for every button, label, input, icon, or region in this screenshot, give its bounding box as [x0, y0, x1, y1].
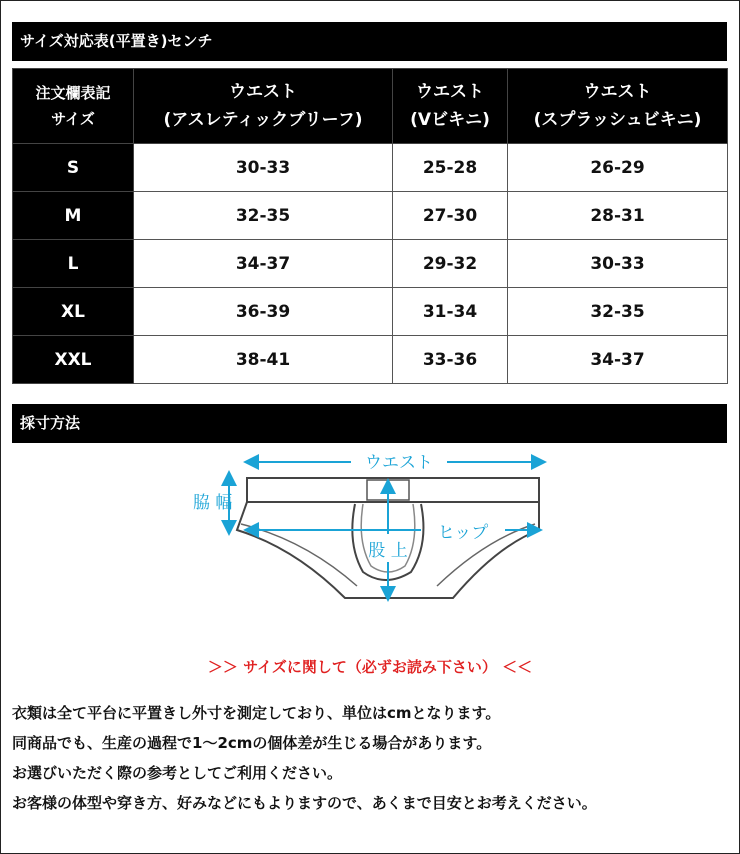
size-column-header	[13, 69, 134, 144]
size-notes	[12, 700, 732, 820]
size-label: L	[13, 240, 134, 288]
note-line: 同商品でも、生産の過程で1～2cmの個体差が生じる場合があります。	[12, 734, 492, 752]
table-row	[13, 144, 728, 192]
table-row	[13, 192, 728, 240]
size-label: XXL	[13, 336, 134, 384]
table-cell: 34-37	[134, 240, 393, 288]
table-cell: 38-41	[134, 336, 393, 384]
size-label: XL	[13, 288, 134, 336]
column-header-line1: ウエスト	[229, 82, 297, 102]
table-cell: 31-34	[393, 288, 508, 336]
size-label: S	[13, 144, 134, 192]
size-header-line2: サイズ	[51, 110, 95, 128]
table-cell: 28-31	[508, 192, 728, 240]
note-line: お選びいただく際の参考としてご利用ください。	[12, 764, 343, 782]
table-row	[13, 288, 728, 336]
measurement-title: 採寸方法	[12, 404, 727, 443]
table-cell: 36-39	[134, 288, 393, 336]
table-cell: 30-33	[134, 144, 393, 192]
table-cell: 29-32	[393, 240, 508, 288]
column-header-athletic-brief	[134, 69, 393, 144]
rise-label: 股 上	[368, 541, 408, 561]
column-header-line2: (アスレティックブリーフ)	[163, 110, 363, 130]
table-row	[13, 336, 728, 384]
size-label: M	[13, 192, 134, 240]
size-chart-title: サイズ対応表(平置き)センチ	[12, 22, 727, 61]
column-header-line1: ウエスト	[583, 82, 652, 102]
size-header-line1: 注文欄表記	[35, 84, 111, 102]
note-line: 衣類は全て平台に平置きし外寸を測定しており、単位はcmとなります。	[12, 704, 501, 722]
note-line: お客様の体型や穿き方、好みなどにもよりますので、あくまで目安とお考えください。	[12, 794, 597, 812]
measurement-diagram	[185, 448, 565, 608]
column-header-v-bikini	[393, 69, 508, 144]
table-cell: 30-33	[508, 240, 728, 288]
column-header-line2: (Vビキニ)	[410, 110, 490, 130]
table-cell: 32-35	[134, 192, 393, 240]
table-cell: 26-29	[508, 144, 728, 192]
size-notice-heading: ＞＞ サイズに関して（必ずお読み下さい） ＜＜	[207, 658, 533, 676]
table-row	[13, 240, 728, 288]
column-header-splash-bikini	[508, 69, 728, 144]
column-header-line1: ウエスト	[416, 82, 484, 102]
table-cell: 33-36	[393, 336, 508, 384]
waist-label: ウエスト	[365, 453, 433, 473]
side-width-label: 脇 幅	[193, 493, 233, 513]
column-header-line2: (スプラッシュビキニ)	[533, 110, 702, 130]
table-header-row	[13, 69, 728, 144]
hip-label: ヒップ	[437, 523, 489, 543]
table-cell: 27-30	[393, 192, 508, 240]
table-cell: 25-28	[393, 144, 508, 192]
size-chart-table	[12, 68, 728, 384]
table-cell: 32-35	[508, 288, 728, 336]
table-cell: 34-37	[508, 336, 728, 384]
